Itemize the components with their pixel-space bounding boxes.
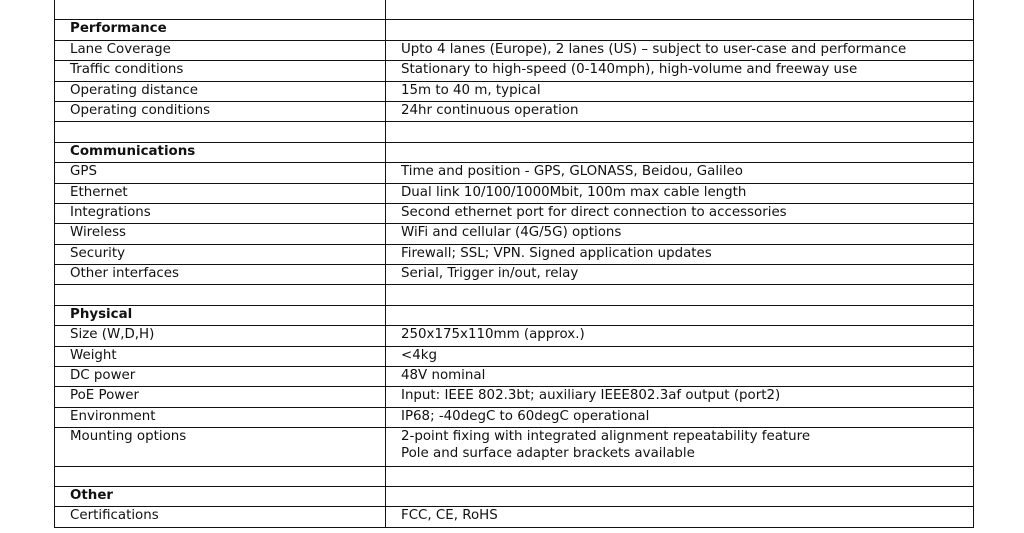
spec-value	[386, 367, 974, 387]
spec-label: Environment	[55, 407, 386, 427]
spec-row	[55, 40, 974, 60]
spec-value-line: <4kg	[401, 347, 437, 363]
spec-label: Weight	[55, 346, 386, 366]
spec-row	[55, 428, 974, 467]
spec-row	[55, 244, 974, 264]
spacer-cell	[55, 285, 386, 305]
section-header-row	[55, 20, 974, 40]
spec-label: Operating conditions	[55, 101, 386, 121]
spacer-cell	[55, 122, 386, 142]
spec-row	[55, 81, 974, 101]
spacer-row	[55, 466, 974, 486]
spec-label: Integrations	[55, 203, 386, 223]
spec-value-line: Time and position - GPS, GLONASS, Beidou, Galileo	[401, 164, 743, 180]
spec-value-line: Stationary to high-speed (0-140mph), high-volume and freeway use	[401, 62, 858, 78]
spec-label: Lane Coverage	[55, 40, 386, 60]
empty-cell	[386, 305, 974, 325]
spacer-cell	[55, 466, 386, 486]
spec-value-line: Pole and surface adapter brackets available	[401, 446, 695, 462]
spacer-row	[55, 0, 974, 20]
spec-value-line: Second ethernet port for direct connection to accessories	[401, 204, 787, 220]
spec-value	[386, 407, 974, 427]
spec-row	[55, 326, 974, 346]
spec-row	[55, 101, 974, 121]
empty-cell	[386, 20, 974, 40]
spec-value	[386, 40, 974, 60]
spec-label: Security	[55, 244, 386, 264]
spec-value	[386, 507, 974, 527]
spec-value	[386, 244, 974, 264]
spec-label: Wireless	[55, 224, 386, 244]
spacer-cell	[55, 0, 386, 20]
spacer-cell	[386, 466, 974, 486]
spacer-cell	[386, 285, 974, 305]
spec-value	[386, 346, 974, 366]
spec-label: Size (W,D,H)	[55, 326, 386, 346]
spec-value-line: 250x175x110mm (approx.)	[401, 327, 585, 343]
spec-value	[386, 101, 974, 121]
spec-label: Ethernet	[55, 183, 386, 203]
spec-value-line: 2-point fixing with integrated alignment repeatability feature	[401, 429, 811, 445]
spec-value-line: Upto 4 lanes (Europe), 2 lanes (US) – subject to user-case and performance	[401, 41, 907, 57]
spec-value	[386, 224, 974, 244]
spacer-cell	[386, 0, 974, 20]
spec-value	[386, 203, 974, 223]
spec-label: Traffic conditions	[55, 61, 386, 81]
spec-value	[386, 326, 974, 346]
spacer-row	[55, 285, 974, 305]
spacer-row	[55, 122, 974, 142]
spec-value-line: 15m to 40 m, typical	[401, 82, 541, 98]
section-header: Other	[55, 487, 386, 507]
spec-value-line: Serial, Trigger in/out, relay	[401, 266, 579, 282]
spec-value-line: 48V nominal	[401, 368, 486, 384]
spec-label: Certifications	[55, 507, 386, 527]
spec-value	[386, 387, 974, 407]
spec-row	[55, 265, 974, 285]
spec-value	[386, 163, 974, 183]
spec-value-line: 24hr continuous operation	[401, 102, 579, 118]
spec-row	[55, 367, 974, 387]
spec-row	[55, 224, 974, 244]
spec-value-line: FCC, CE, RoHS	[401, 508, 498, 524]
spec-value	[386, 61, 974, 81]
spec-label: GPS	[55, 163, 386, 183]
spec-row	[55, 203, 974, 223]
spec-row	[55, 346, 974, 366]
spec-row	[55, 387, 974, 407]
spec-row	[55, 183, 974, 203]
spec-row	[55, 507, 974, 527]
spec-value-line: Firewall; SSL; VPN. Signed application updates	[401, 245, 712, 261]
spec-label: Operating distance	[55, 81, 386, 101]
spec-value-line: WiFi and cellular (4G/5G) options	[401, 225, 622, 241]
section-header: Physical	[55, 305, 386, 325]
spec-value	[386, 183, 974, 203]
spec-row	[55, 407, 974, 427]
spec-value-line: IP68; -40degC to 60degC operational	[401, 408, 650, 424]
spec-label: PoE Power	[55, 387, 386, 407]
spec-row	[55, 61, 974, 81]
section-header: Performance	[55, 20, 386, 40]
spec-value-line: Input: IEEE 802.3bt; auxiliary IEEE802.3af output (port2)	[401, 388, 781, 404]
section-header-row	[55, 487, 974, 507]
spec-label: Other interfaces	[55, 265, 386, 285]
spec-value	[386, 428, 974, 467]
section-header-row	[55, 142, 974, 162]
spec-row	[55, 163, 974, 183]
spec-label: Mounting options	[55, 428, 386, 467]
spec-label: DC power	[55, 367, 386, 387]
specifications-table	[54, 0, 974, 528]
section-header: Communications	[55, 142, 386, 162]
spacer-cell	[386, 122, 974, 142]
empty-cell	[386, 142, 974, 162]
spec-value	[386, 265, 974, 285]
spec-value-line: Dual link 10/100/1000Mbit, 100m max cable length	[401, 184, 747, 200]
spec-value	[386, 81, 974, 101]
empty-cell	[386, 487, 974, 507]
section-header-row	[55, 305, 974, 325]
specifications-table-body	[55, 0, 974, 527]
